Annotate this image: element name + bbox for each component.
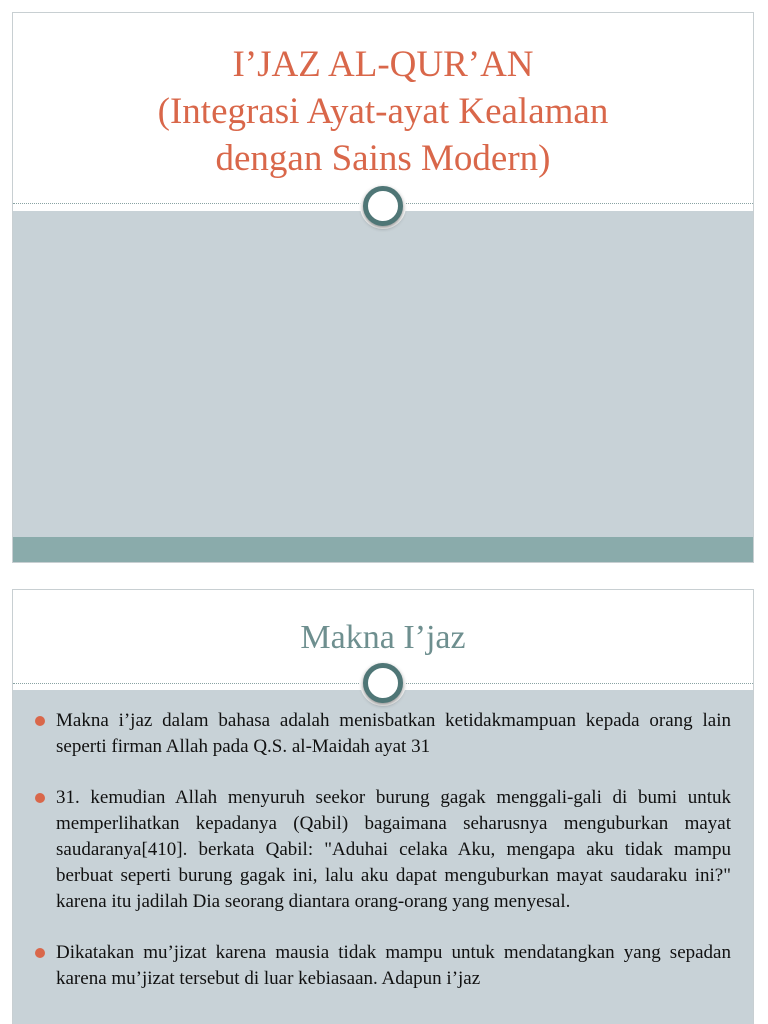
title-area [13,13,753,203]
slide-title: Makna I’jaz [300,619,466,656]
list-item [35,940,731,992]
circle-ornament-icon [363,663,403,703]
footer-band [13,537,753,563]
content-area [13,211,753,537]
bullet-list [35,708,731,1017]
circle-ornament-icon [363,186,403,226]
title-slide [12,12,754,563]
bullet-icon [35,716,45,726]
bullet-text: Dikatakan mu’jizat karena mausia tidak mampu untuk mendatangkan yang sepadan karena mu’jizat tersebut di luar kebiasaan. Adapun i’jaz [56,942,731,989]
slide-title [33,41,733,182]
content-slide [12,589,754,1024]
list-item [35,785,731,915]
list-item [35,708,731,760]
title-line-2: (Integrasi Ayat-ayat Kealaman [157,91,609,132]
title-line-1: I’JAZ AL-QUR’AN [232,44,534,85]
bullet-icon [35,948,45,958]
bullet-icon [35,793,45,803]
bullet-text: 31. kemudian Allah menyuruh seekor burung gagak menggali-gali di bumi untuk memperlihatkan kepadanya (Qabil) bagaimana seharusnya menguburkan mayat saudaranya[410]. berkata Qabil: "Aduhai celaka Aku, mengapa aku tidak mampu berbuat seperti burung gagak ini, lalu aku dapat menguburkan mayat saudaraku ini?" karena itu jadilah Dia seorang diantara orang-orang yang menyesal. [56,787,731,912]
title-line-3: dengan Sains Modern) [215,138,551,179]
bullet-text: Makna i’jaz dalam bahasa adalah menisbatkan ketidakmampuan kepada orang lain seperti firman Allah pada Q.S. al-Maidah ayat 31 [56,710,731,757]
